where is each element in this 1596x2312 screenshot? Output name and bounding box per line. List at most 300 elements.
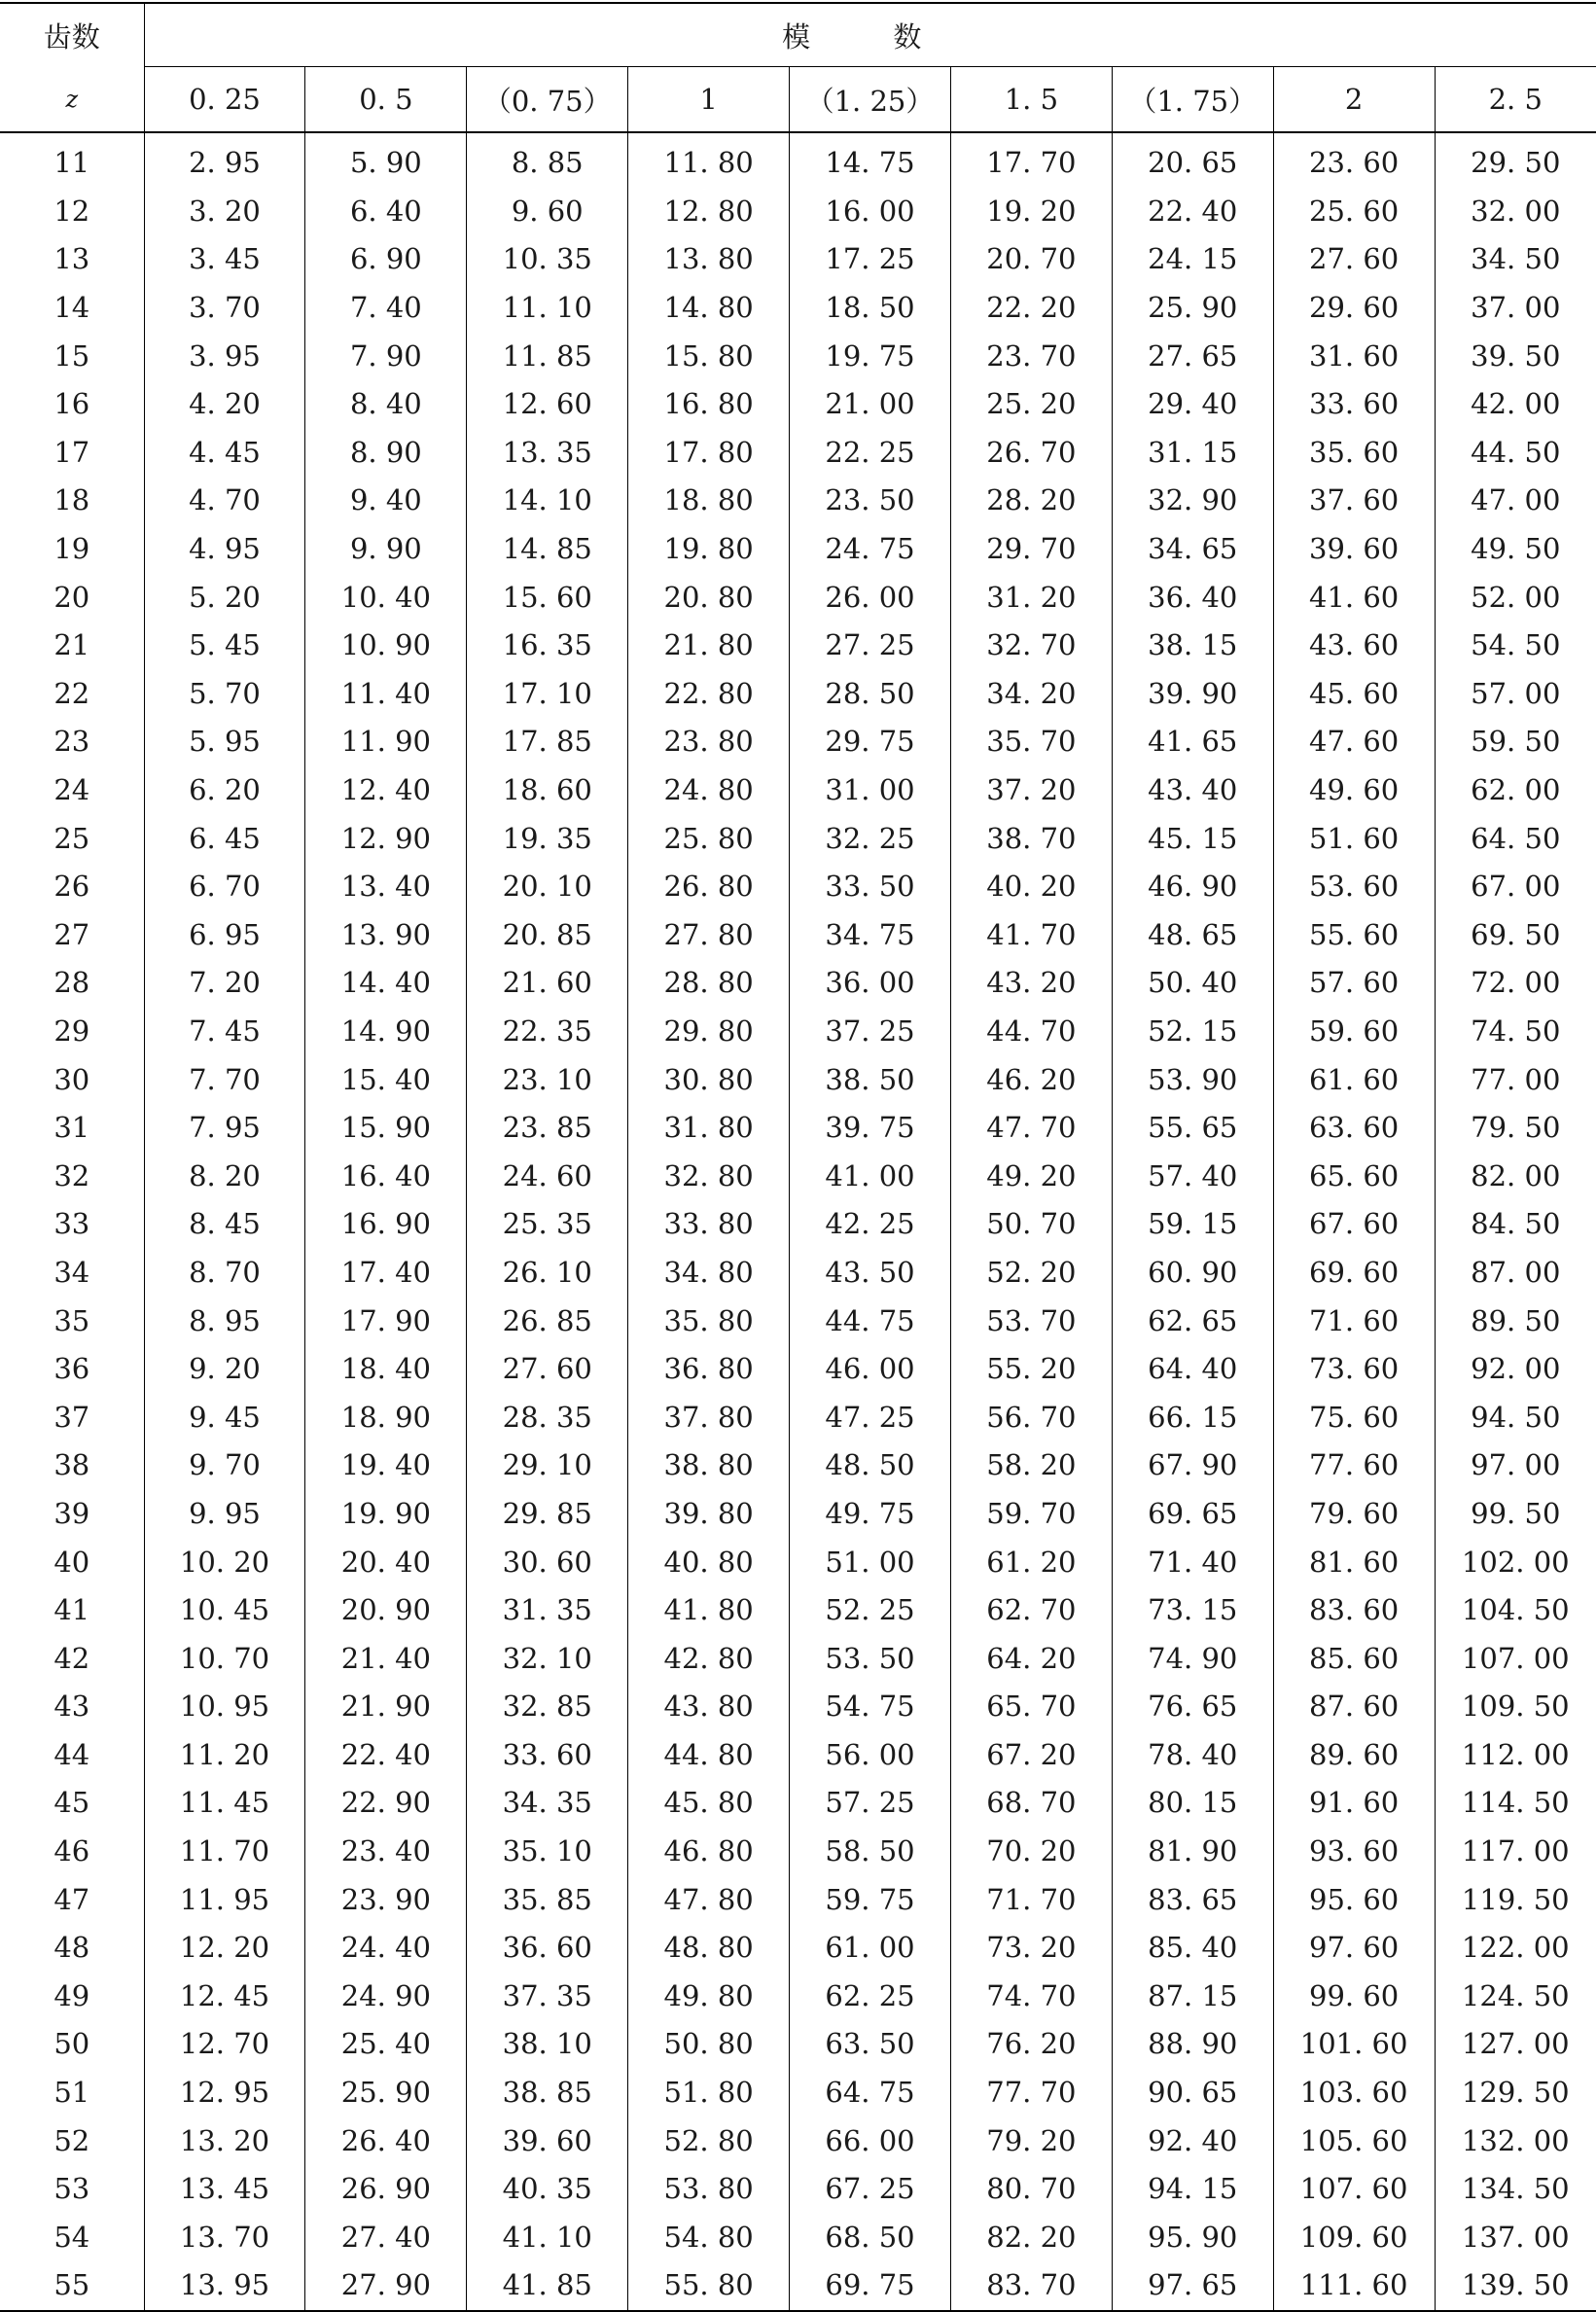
- diameter-value-cell: 83. 60: [1273, 1586, 1435, 1635]
- diameter-value-cell: 52. 15: [1112, 1008, 1273, 1056]
- diameter-value-cell: 39. 50: [1435, 332, 1596, 380]
- diameter-value-cell: 27. 80: [628, 911, 790, 960]
- diameter-value-cell: 40. 80: [628, 1538, 790, 1586]
- diameter-value-cell: 3. 95: [144, 332, 305, 380]
- diameter-value-cell: 34. 75: [790, 911, 951, 960]
- diameter-value-cell: 54. 50: [1435, 622, 1596, 670]
- diameter-value-cell: 27. 40: [305, 2214, 467, 2262]
- diameter-value-cell: 5. 70: [144, 670, 305, 719]
- diameter-value-cell: 22. 35: [467, 1008, 628, 1056]
- diameter-value-cell: 20. 90: [305, 1586, 467, 1635]
- teeth-count-header: 齿数: [0, 3, 144, 67]
- diameter-value-cell: 66. 15: [1112, 1393, 1273, 1441]
- teeth-count-cell: 35: [53, 1303, 90, 1337]
- diameter-value-cell: 3. 70: [144, 284, 305, 333]
- teeth-count-cell: 42: [53, 1641, 90, 1675]
- diameter-value-cell: 26. 00: [790, 573, 951, 622]
- diameter-value-cell: 37. 25: [790, 1008, 951, 1056]
- module-header-cell: 2: [1273, 67, 1435, 133]
- teeth-count-cell: 36: [53, 1352, 90, 1386]
- diameter-value-cell: 37. 20: [950, 766, 1112, 815]
- diameter-value-cell: 8. 20: [144, 1152, 305, 1200]
- diameter-value-cell: 28. 80: [628, 959, 790, 1008]
- teeth-count-cell: 46: [53, 1834, 90, 1868]
- diameter-value-cell: 10. 95: [144, 1683, 305, 1731]
- diameter-value-cell: 55. 80: [628, 2261, 790, 2311]
- diameter-value-cell: 11. 70: [144, 1828, 305, 1876]
- diameter-value-cell: 61. 20: [950, 1538, 1112, 1586]
- diameter-value-cell: 8. 70: [144, 1249, 305, 1298]
- table-row: [0, 670, 1596, 719]
- diameter-value-cell: 13. 70: [144, 2214, 305, 2262]
- diameter-value-cell: 18. 50: [790, 284, 951, 333]
- teeth-count-cell: 14: [53, 291, 90, 325]
- diameter-value-cell: 77. 00: [1435, 1055, 1596, 1104]
- table-row: [0, 1973, 1596, 2021]
- diameter-value-cell: 92. 00: [1435, 1345, 1596, 1394]
- diameter-value-cell: 32. 25: [790, 814, 951, 863]
- diameter-value-cell: 26. 40: [305, 2116, 467, 2165]
- diameter-value-cell: 34. 20: [950, 670, 1112, 719]
- diameter-value-cell: 12. 40: [305, 766, 467, 815]
- diameter-value-cell: 73. 15: [1112, 1586, 1273, 1635]
- table-row: [0, 1393, 1596, 1441]
- diameter-value-cell: 18. 90: [305, 1393, 467, 1441]
- diameter-value-cell: 61. 60: [1273, 1055, 1435, 1104]
- module-header-cell: 2. 5: [1435, 67, 1596, 133]
- diameter-value-cell: 20. 40: [305, 1538, 467, 1586]
- diameter-value-cell: 13. 40: [305, 863, 467, 911]
- teeth-count-cell: 53: [53, 2172, 90, 2206]
- diameter-value-cell: 14. 40: [305, 959, 467, 1008]
- diameter-value-cell: 9. 90: [305, 525, 467, 574]
- diameter-value-cell: 109. 50: [1435, 1683, 1596, 1731]
- teeth-count-cell: 17: [53, 435, 90, 469]
- diameter-value-cell: 42. 25: [790, 1200, 951, 1249]
- diameter-value-cell: 23. 90: [305, 1875, 467, 1924]
- diameter-value-cell: 49. 60: [1273, 766, 1435, 815]
- diameter-value-cell: 97. 65: [1112, 2261, 1273, 2311]
- diameter-value-cell: 21. 40: [305, 1634, 467, 1683]
- table-row: [0, 2020, 1596, 2069]
- diameter-value-cell: 6. 90: [305, 235, 467, 284]
- diameter-value-cell: 65. 70: [950, 1683, 1112, 1731]
- teeth-count-cell: 22: [53, 676, 90, 710]
- diameter-value-cell: 41. 60: [1273, 573, 1435, 622]
- diameter-value-cell: 122. 00: [1435, 1924, 1596, 1973]
- diameter-value-cell: 81. 90: [1112, 1828, 1273, 1876]
- table-row: [0, 1828, 1596, 1876]
- diameter-value-cell: 49. 75: [790, 1490, 951, 1539]
- diameter-value-cell: 5. 45: [144, 622, 305, 670]
- diameter-value-cell: 7. 20: [144, 959, 305, 1008]
- diameter-value-cell: 41. 00: [790, 1152, 951, 1200]
- table-row: [0, 1924, 1596, 1973]
- table-row: [0, 525, 1596, 574]
- diameter-value-cell: 59. 50: [1435, 718, 1596, 766]
- diameter-value-cell: 4. 45: [144, 429, 305, 478]
- diameter-value-cell: 54. 75: [790, 1683, 951, 1731]
- diameter-value-cell: 42. 80: [628, 1634, 790, 1683]
- diameter-value-cell: 32. 85: [467, 1683, 628, 1731]
- diameter-value-cell: 43. 40: [1112, 766, 1273, 815]
- diameter-value-cell: 83. 70: [950, 2261, 1112, 2311]
- teeth-count-cell: 24: [53, 773, 90, 807]
- diameter-value-cell: 17. 10: [467, 670, 628, 719]
- diameter-value-cell: 4. 95: [144, 525, 305, 574]
- diameter-value-cell: 79. 50: [1435, 1104, 1596, 1153]
- diameter-value-cell: 127. 00: [1435, 2020, 1596, 2069]
- diameter-value-cell: 20. 85: [467, 911, 628, 960]
- diameter-value-cell: 22. 90: [305, 1779, 467, 1828]
- diameter-value-cell: 26. 10: [467, 1249, 628, 1298]
- table-row: [0, 477, 1596, 525]
- table-row: [0, 766, 1596, 815]
- diameter-value-cell: 23. 80: [628, 718, 790, 766]
- diameter-value-cell: 44. 75: [790, 1297, 951, 1345]
- diameter-value-cell: 22. 20: [950, 284, 1112, 333]
- diameter-value-cell: 29. 75: [790, 718, 951, 766]
- diameter-value-cell: 24. 90: [305, 1973, 467, 2021]
- diameter-value-cell: 77. 60: [1273, 1441, 1435, 1490]
- diameter-value-cell: 25. 20: [950, 380, 1112, 429]
- diameter-value-cell: 31. 20: [950, 573, 1112, 622]
- diameter-value-cell: 25. 35: [467, 1200, 628, 1249]
- module-header-cell: 0. 25: [144, 67, 305, 133]
- diameter-value-cell: 76. 20: [950, 2020, 1112, 2069]
- diameter-value-cell: 49. 20: [950, 1152, 1112, 1200]
- diameter-value-cell: 8. 90: [305, 429, 467, 478]
- module-group-header: 模 数: [144, 3, 1596, 67]
- diameter-value-cell: 134. 50: [1435, 2165, 1596, 2214]
- diameter-value-cell: 56. 70: [950, 1393, 1112, 1441]
- teeth-count-cell: 49: [53, 1978, 90, 2012]
- diameter-value-cell: 70. 20: [950, 1828, 1112, 1876]
- diameter-value-cell: 78. 40: [1112, 1731, 1273, 1780]
- diameter-value-cell: 67. 60: [1273, 1200, 1435, 1249]
- diameter-value-cell: 68. 50: [790, 2214, 951, 2262]
- diameter-value-cell: 47. 25: [790, 1393, 951, 1441]
- diameter-value-cell: 50. 70: [950, 1200, 1112, 1249]
- diameter-value-cell: 38. 70: [950, 814, 1112, 863]
- diameter-value-cell: 27. 90: [305, 2261, 467, 2311]
- diameter-value-cell: 21. 00: [790, 380, 951, 429]
- diameter-value-cell: 11. 40: [305, 670, 467, 719]
- table-row: [0, 573, 1596, 622]
- teeth-count-cell: 30: [53, 1062, 90, 1096]
- diameter-value-cell: 114. 50: [1435, 1779, 1596, 1828]
- diameter-value-cell: 55. 60: [1273, 911, 1435, 960]
- diameter-value-cell: 4. 70: [144, 477, 305, 525]
- diameter-value-cell: 91. 60: [1273, 1779, 1435, 1828]
- table-row: [0, 1779, 1596, 1828]
- diameter-value-cell: 27. 25: [790, 622, 951, 670]
- table-row: [0, 1490, 1596, 1539]
- diameter-value-cell: 9. 45: [144, 1393, 305, 1441]
- table-row: [0, 380, 1596, 429]
- teeth-count-cell: 51: [53, 2076, 90, 2110]
- diameter-value-cell: 17. 25: [790, 235, 951, 284]
- diameter-value-cell: 31. 15: [1112, 429, 1273, 478]
- diameter-value-cell: 38. 10: [467, 2020, 628, 2069]
- diameter-value-cell: 55. 65: [1112, 1104, 1273, 1153]
- diameter-value-cell: 64. 75: [790, 2069, 951, 2117]
- table-row: [0, 814, 1596, 863]
- table-row: [0, 1875, 1596, 1924]
- diameter-value-cell: 102. 00: [1435, 1538, 1596, 1586]
- diameter-value-cell: 7. 45: [144, 1008, 305, 1056]
- diameter-value-cell: 14. 90: [305, 1008, 467, 1056]
- table-row: [0, 284, 1596, 333]
- diameter-value-cell: 34. 50: [1435, 235, 1596, 284]
- diameter-value-cell: 15. 90: [305, 1104, 467, 1153]
- diameter-value-cell: 24. 75: [790, 525, 951, 574]
- diameter-value-cell: 33. 60: [467, 1731, 628, 1780]
- diameter-value-cell: 90. 65: [1112, 2069, 1273, 2117]
- diameter-value-cell: 24. 60: [467, 1152, 628, 1200]
- diameter-value-cell: 46. 80: [628, 1828, 790, 1876]
- teeth-count-cell: 44: [53, 1737, 90, 1771]
- diameter-value-cell: 23. 40: [305, 1828, 467, 1876]
- diameter-value-cell: 45. 80: [628, 1779, 790, 1828]
- diameter-value-cell: 22. 40: [1112, 188, 1273, 236]
- diameter-value-cell: 15. 60: [467, 573, 628, 622]
- diameter-value-cell: 15. 80: [628, 332, 790, 380]
- diameter-value-cell: 7. 70: [144, 1055, 305, 1104]
- diameter-value-cell: 61. 00: [790, 1924, 951, 1973]
- teeth-count-cell: 28: [53, 966, 90, 1000]
- diameter-value-cell: 23. 70: [950, 332, 1112, 380]
- teeth-count-cell: 11: [53, 146, 90, 180]
- teeth-count-cell: 55: [0, 2261, 144, 2311]
- diameter-value-cell: 30. 80: [628, 1055, 790, 1104]
- table-row: [0, 863, 1596, 911]
- table-row: [0, 1008, 1596, 1056]
- diameter-value-cell: 107. 60: [1273, 2165, 1435, 2214]
- diameter-value-cell: 41. 10: [467, 2214, 628, 2262]
- diameter-value-cell: 29. 80: [628, 1008, 790, 1056]
- diameter-value-cell: 43. 50: [790, 1249, 951, 1298]
- diameter-value-cell: 57. 00: [1435, 670, 1596, 719]
- diameter-value-cell: 83. 65: [1112, 1875, 1273, 1924]
- diameter-value-cell: 47. 70: [950, 1104, 1112, 1153]
- diameter-value-cell: 65. 60: [1273, 1152, 1435, 1200]
- diameter-value-cell: 10. 70: [144, 1634, 305, 1683]
- diameter-value-cell: 20. 80: [628, 573, 790, 622]
- diameter-value-cell: 43. 80: [628, 1683, 790, 1731]
- diameter-value-cell: 16. 90: [305, 1200, 467, 1249]
- diameter-value-cell: 18. 80: [628, 477, 790, 525]
- diameter-value-cell: 33. 50: [790, 863, 951, 911]
- diameter-value-cell: 14. 75: [790, 132, 951, 188]
- diameter-value-cell: 28. 35: [467, 1393, 628, 1441]
- diameter-value-cell: 11. 95: [144, 1875, 305, 1924]
- diameter-value-cell: 22. 25: [790, 429, 951, 478]
- diameter-value-cell: 27. 60: [467, 1345, 628, 1394]
- diameter-value-cell: 103. 60: [1273, 2069, 1435, 2117]
- diameter-value-cell: 26. 85: [467, 1297, 628, 1345]
- diameter-value-cell: 39. 60: [1273, 525, 1435, 574]
- table-row: [0, 332, 1596, 380]
- table-row: [0, 1538, 1596, 1586]
- diameter-value-cell: 107. 00: [1435, 1634, 1596, 1683]
- diameter-value-cell: 29. 60: [1273, 284, 1435, 333]
- diameter-value-cell: 44. 50: [1435, 429, 1596, 478]
- diameter-value-cell: 26. 90: [305, 2165, 467, 2214]
- diameter-value-cell: 71. 70: [950, 1875, 1112, 1924]
- diameter-value-cell: 111. 60: [1273, 2261, 1435, 2311]
- gear-diameter-table: [0, 2, 1596, 2312]
- diameter-value-cell: 12. 80: [628, 188, 790, 236]
- diameter-value-cell: 8. 40: [305, 380, 467, 429]
- diameter-value-cell: 9. 20: [144, 1345, 305, 1394]
- teeth-count-cell: 13: [53, 242, 90, 276]
- teeth-count-cell: 39: [53, 1496, 90, 1530]
- teeth-count-cell: 41: [53, 1593, 90, 1627]
- table-row: [0, 1104, 1596, 1153]
- diameter-value-cell: 17. 40: [305, 1249, 467, 1298]
- diameter-value-cell: 39. 75: [790, 1104, 951, 1153]
- diameter-value-cell: 23. 50: [790, 477, 951, 525]
- teeth-count-cell: 43: [53, 1690, 90, 1724]
- diameter-value-cell: 12. 45: [144, 1973, 305, 2021]
- diameter-value-cell: 32. 90: [1112, 477, 1273, 525]
- table-row: [0, 1055, 1596, 1104]
- diameter-value-cell: 31. 35: [467, 1586, 628, 1635]
- diameter-value-cell: 21. 60: [467, 959, 628, 1008]
- diameter-value-cell: 44. 80: [628, 1731, 790, 1780]
- diameter-value-cell: 36. 80: [628, 1345, 790, 1394]
- diameter-value-cell: 25. 90: [1112, 284, 1273, 333]
- diameter-value-cell: 80. 15: [1112, 1779, 1273, 1828]
- diameter-value-cell: 50. 40: [1112, 959, 1273, 1008]
- diameter-value-cell: 29. 50: [1435, 132, 1596, 188]
- diameter-value-cell: 13. 90: [305, 911, 467, 960]
- diameter-value-cell: 35. 85: [467, 1875, 628, 1924]
- diameter-value-cell: 24. 40: [305, 1924, 467, 1973]
- diameter-value-cell: 11. 80: [628, 132, 790, 188]
- diameter-value-cell: 43. 60: [1273, 622, 1435, 670]
- diameter-value-cell: 22. 40: [305, 1731, 467, 1780]
- diameter-value-cell: 33. 80: [628, 1200, 790, 1249]
- diameter-value-cell: 49. 80: [628, 1973, 790, 2021]
- table-row: [0, 2261, 1596, 2311]
- teeth-count-cell: 37: [53, 1400, 90, 1434]
- diameter-value-cell: 45. 60: [1273, 670, 1435, 719]
- diameter-value-cell: 87. 15: [1112, 1973, 1273, 2021]
- table-row: [0, 1683, 1596, 1731]
- table-row: [0, 1586, 1596, 1635]
- diameter-value-cell: 53. 90: [1112, 1055, 1273, 1104]
- diameter-value-cell: 46. 90: [1112, 863, 1273, 911]
- diameter-value-cell: 10. 40: [305, 573, 467, 622]
- diameter-value-cell: 19. 35: [467, 814, 628, 863]
- diameter-value-cell: 14. 10: [467, 477, 628, 525]
- diameter-value-cell: 105. 60: [1273, 2116, 1435, 2165]
- diameter-value-cell: 33. 60: [1273, 380, 1435, 429]
- diameter-value-cell: 14. 80: [628, 284, 790, 333]
- diameter-value-cell: 55. 20: [950, 1345, 1112, 1394]
- teeth-count-cell: 25: [53, 821, 90, 855]
- module-header-cell: 1. 5: [950, 67, 1112, 133]
- diameter-value-cell: 129. 50: [1435, 2069, 1596, 2117]
- diameter-value-cell: 35. 60: [1273, 429, 1435, 478]
- diameter-value-cell: 79. 60: [1273, 1490, 1435, 1539]
- diameter-value-cell: 101. 60: [1273, 2020, 1435, 2069]
- diameter-value-cell: 69. 60: [1273, 1249, 1435, 1298]
- teeth-count-cell: 26: [53, 870, 90, 904]
- diameter-value-cell: 64. 50: [1435, 814, 1596, 863]
- diameter-value-cell: 87. 60: [1273, 1683, 1435, 1731]
- diameter-value-cell: 67. 25: [790, 2165, 951, 2214]
- diameter-value-cell: 12. 60: [467, 380, 628, 429]
- table-row: [0, 1249, 1596, 1298]
- diameter-value-cell: 10. 45: [144, 1586, 305, 1635]
- teeth-count-cell: 23: [53, 725, 90, 759]
- diameter-value-cell: 37. 00: [1435, 284, 1596, 333]
- diameter-value-cell: 85. 60: [1273, 1634, 1435, 1683]
- diameter-value-cell: 68. 70: [950, 1779, 1112, 1828]
- diameter-value-cell: 104. 50: [1435, 1586, 1596, 1635]
- diameter-value-cell: 94. 15: [1112, 2165, 1273, 2214]
- diameter-value-cell: 36. 60: [467, 1924, 628, 1973]
- diameter-value-cell: 13. 20: [144, 2116, 305, 2165]
- diameter-value-cell: 3. 45: [144, 235, 305, 284]
- diameter-value-cell: 63. 50: [790, 2020, 951, 2069]
- diameter-value-cell: 40. 20: [950, 863, 1112, 911]
- diameter-value-cell: 16. 35: [467, 622, 628, 670]
- diameter-value-cell: 56. 00: [790, 1731, 951, 1780]
- diameter-value-cell: 41. 70: [950, 911, 1112, 960]
- diameter-value-cell: 39. 60: [467, 2116, 628, 2165]
- teeth-count-cell: 20: [53, 580, 90, 614]
- diameter-value-cell: 21. 90: [305, 1683, 467, 1731]
- diameter-value-cell: 69. 75: [790, 2261, 951, 2311]
- diameter-value-cell: 89. 50: [1435, 1297, 1596, 1345]
- diameter-value-cell: 17. 90: [305, 1297, 467, 1345]
- diameter-value-cell: 12. 90: [305, 814, 467, 863]
- diameter-value-cell: 72. 00: [1435, 959, 1596, 1008]
- diameter-value-cell: 13. 80: [628, 235, 790, 284]
- diameter-value-cell: 66. 00: [790, 2116, 951, 2165]
- teeth-count-cell: 34: [53, 1255, 90, 1289]
- diameter-value-cell: 5. 90: [305, 132, 467, 188]
- table-row: [0, 1200, 1596, 1249]
- diameter-value-cell: 59. 70: [950, 1490, 1112, 1539]
- diameter-value-cell: 53. 60: [1273, 863, 1435, 911]
- diameter-value-cell: 38. 50: [790, 1055, 951, 1104]
- diameter-value-cell: 27. 60: [1273, 235, 1435, 284]
- table-row: [0, 1634, 1596, 1683]
- diameter-value-cell: 11. 90: [305, 718, 467, 766]
- diameter-value-cell: 37. 35: [467, 1973, 628, 2021]
- table-row: [0, 1441, 1596, 1490]
- diameter-value-cell: 34. 80: [628, 1249, 790, 1298]
- diameter-value-cell: 48. 65: [1112, 911, 1273, 960]
- diameter-value-cell: 69. 65: [1112, 1490, 1273, 1539]
- teeth-count-cell: 12: [53, 194, 90, 228]
- teeth-count-cell: 40: [53, 1545, 90, 1579]
- diameter-value-cell: 31. 60: [1273, 332, 1435, 380]
- diameter-value-cell: 75. 60: [1273, 1393, 1435, 1441]
- table-row: [0, 959, 1596, 1008]
- diameter-value-cell: 49. 50: [1435, 525, 1596, 574]
- diameter-value-cell: 137. 00: [1435, 2214, 1596, 2262]
- diameter-value-cell: 26. 70: [950, 429, 1112, 478]
- diameter-value-cell: 19. 20: [950, 188, 1112, 236]
- diameter-value-cell: 80. 70: [950, 2165, 1112, 2214]
- diameter-value-cell: 9. 70: [144, 1441, 305, 1490]
